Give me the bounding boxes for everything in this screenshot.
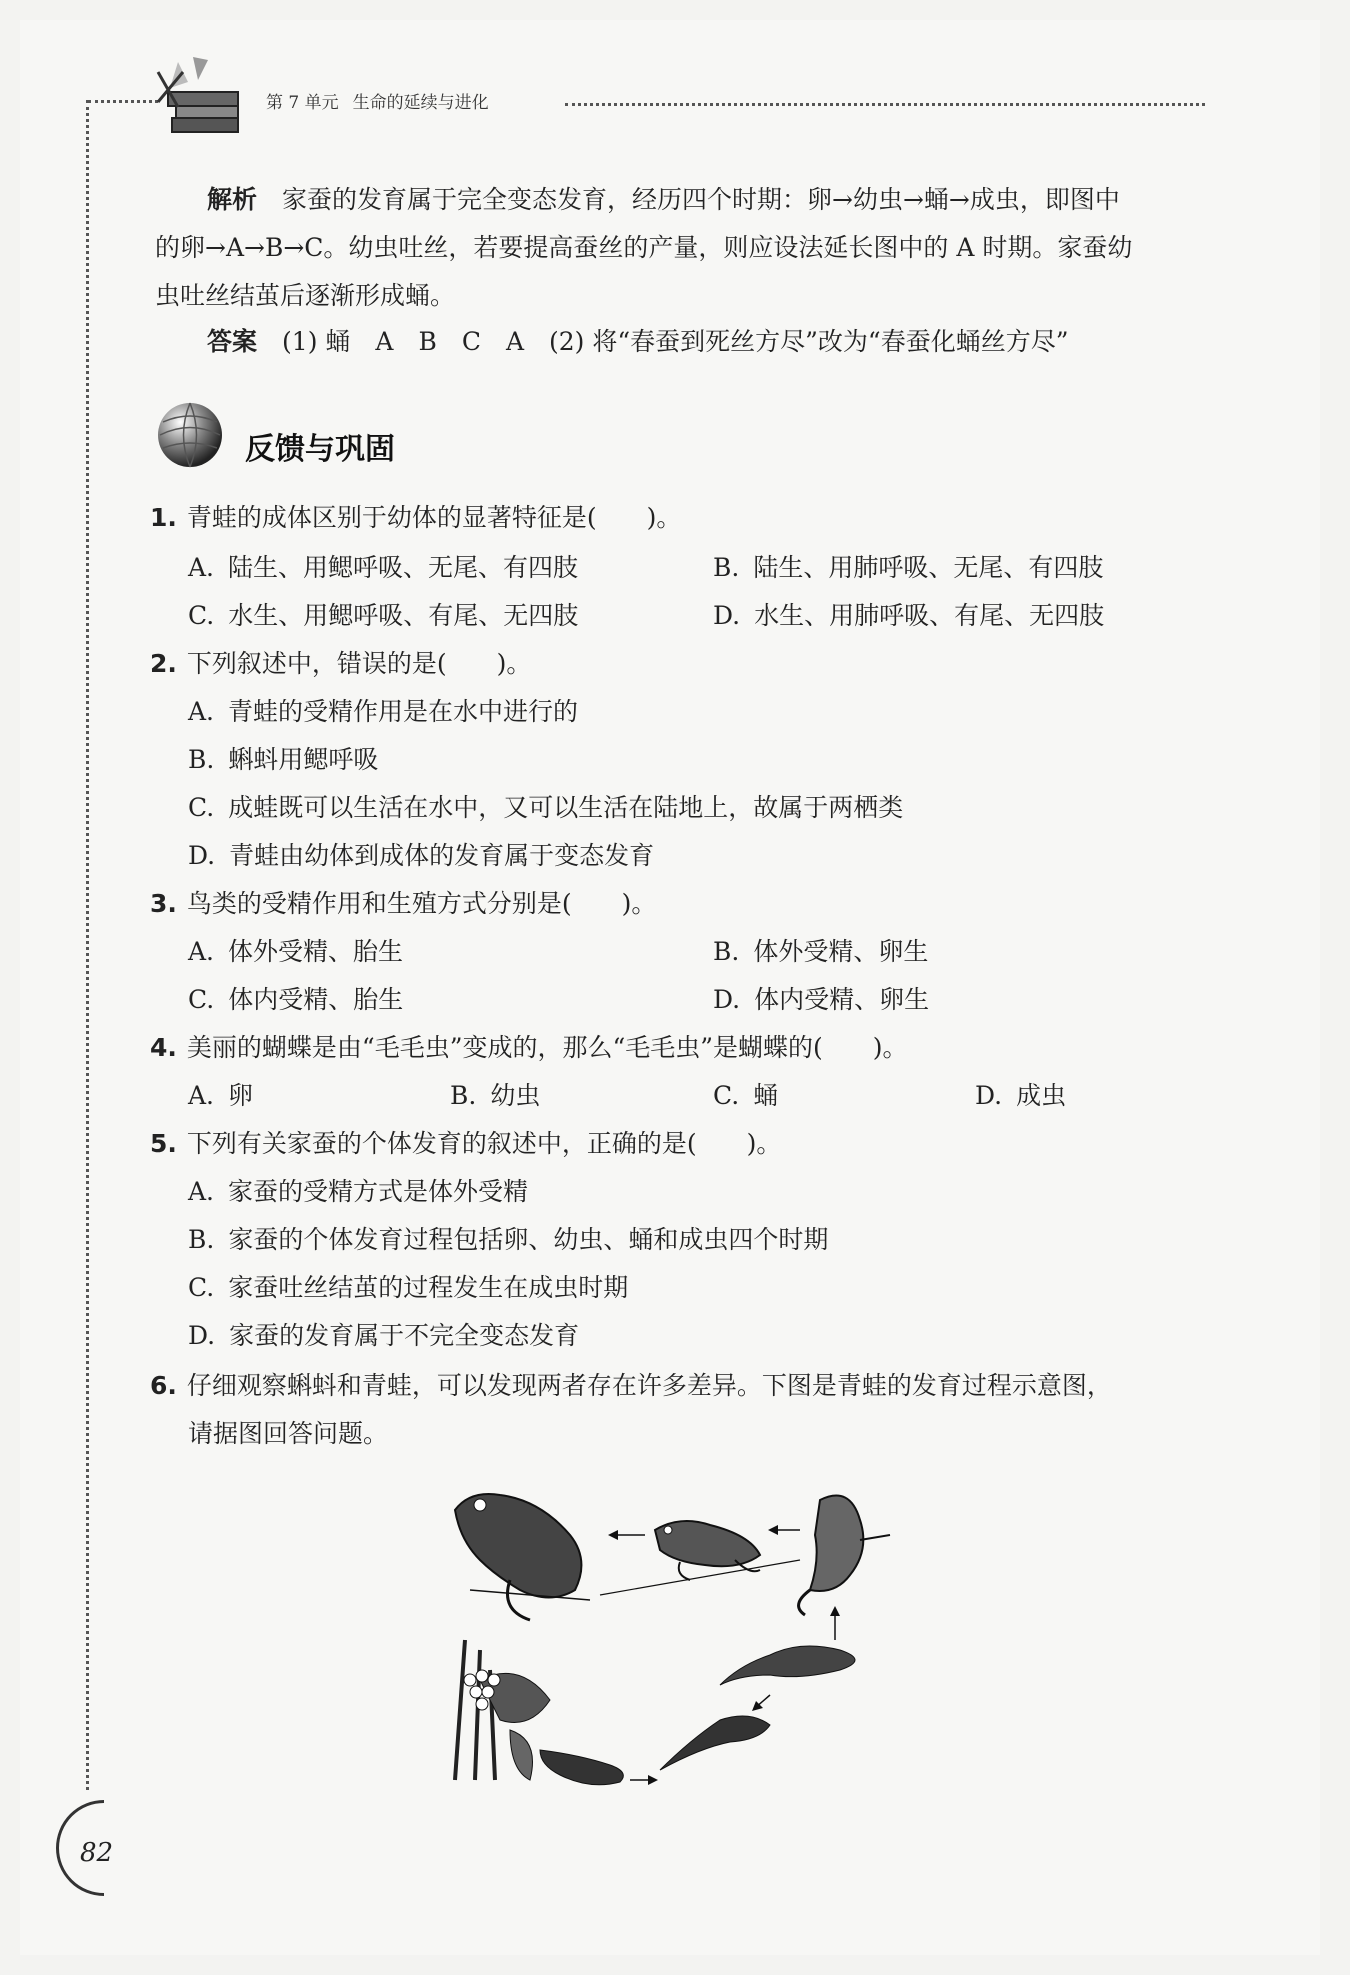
option-text: 水生、用鳃呼吸、有尾、无四肢 — [228, 601, 579, 630]
q5-option-c — [188, 1268, 628, 1308]
option-text: 体外受精、胎生 — [228, 937, 404, 966]
q4-option-b — [450, 1076, 540, 1116]
unit-title: 生命的延续与进化 — [352, 93, 489, 113]
option-text: 卵 — [228, 1081, 254, 1110]
q5-option-b — [188, 1220, 828, 1260]
option-letter: A. — [188, 1081, 215, 1110]
question-number: 5. — [150, 1129, 177, 1158]
option-text: 陆生、用肺呼吸、无尾、有四肢 — [753, 553, 1104, 582]
option-letter: C. — [188, 601, 215, 630]
q4-option-c — [713, 1076, 778, 1116]
option-letter: C. — [713, 1081, 740, 1110]
option-text: 家蚕的受精方式是体外受精 — [228, 1177, 529, 1206]
arrow-down-left — [752, 1695, 770, 1711]
section-globe-icon — [155, 400, 225, 470]
answer-line — [155, 318, 1267, 366]
froglet — [799, 1496, 890, 1616]
option-text: 蛹 — [753, 1081, 779, 1110]
question-number: 4. — [150, 1033, 177, 1062]
young-frog — [655, 1521, 760, 1580]
option-text: 幼虫 — [490, 1081, 541, 1110]
question-6-line-2 — [188, 1414, 388, 1454]
option-text: 体内受精、卵生 — [754, 985, 930, 1014]
arrow-right — [630, 1775, 658, 1785]
running-header — [266, 88, 489, 113]
water-plants — [455, 1640, 550, 1780]
option-text: 成虫 — [1016, 1081, 1067, 1110]
option-letter: D. — [975, 1081, 1003, 1110]
option-letter: A. — [188, 553, 215, 582]
tadpole-large — [660, 1716, 770, 1770]
option-letter: D. — [713, 601, 741, 630]
question-4 — [150, 1028, 908, 1068]
option-letter: A. — [188, 1177, 215, 1206]
option-letter: C. — [188, 1273, 215, 1302]
option-letter: A. — [188, 937, 215, 966]
option-letter: C. — [188, 985, 215, 1014]
q1-option-d — [713, 596, 1104, 636]
question-stem-line-2: 请据图回答问题。 — [188, 1419, 389, 1448]
q3-option-b — [713, 932, 928, 972]
question-6 — [150, 1366, 1112, 1406]
tadpole-small — [540, 1750, 623, 1785]
q1-option-b — [713, 548, 1103, 588]
option-text: 青蛙由幼体到成体的发育属于变态发育 — [229, 841, 655, 870]
question-number: 2. — [150, 649, 177, 678]
option-letter: B. — [450, 1081, 477, 1110]
option-letter: B. — [713, 937, 740, 966]
option-letter: D. — [188, 1321, 216, 1350]
option-text: 水生、用肺呼吸、有尾、无四肢 — [754, 601, 1105, 630]
frog-development-diagram — [440, 1480, 930, 1800]
analysis-label: 解析 — [207, 185, 258, 214]
margin-dotted-rule — [86, 100, 89, 1790]
option-text: 家蚕吐丝结茧的过程发生在成虫时期 — [228, 1273, 629, 1302]
q4-option-d — [975, 1076, 1066, 1116]
q1-option-c — [188, 596, 578, 636]
option-text: 家蚕的发育属于不完全变态发育 — [229, 1321, 580, 1350]
option-text: 家蚕的个体发育过程包括卵、幼虫、蛹和成虫四个时期 — [228, 1225, 829, 1254]
question-stem-line-1: 仔细观察蝌蚪和青蛙，可以发现两者存在许多差异。下图是青蛙的发育过程示意图， — [186, 1371, 1112, 1400]
q3-option-c — [188, 980, 403, 1020]
option-text: 成蛙既可以生活在水中，又可以生活在陆地上，故属于两栖类 — [228, 793, 904, 822]
question-number: 6. — [150, 1371, 177, 1400]
q4-option-a — [188, 1076, 253, 1116]
header-rule-right — [565, 103, 1205, 106]
question-number: 3. — [150, 889, 177, 918]
q2-option-b — [188, 740, 378, 780]
arrow-left-2 — [768, 1525, 800, 1535]
analysis-paragraph — [155, 176, 1215, 320]
option-text: 体外受精、卵生 — [753, 937, 929, 966]
question-stem: 下列叙述中，错误的是( )。 — [186, 649, 532, 678]
option-text: 青蛙的受精作用是在水中进行的 — [228, 697, 579, 726]
tadpole-with-legs — [720, 1646, 855, 1685]
q5-option-d — [188, 1316, 579, 1356]
question-3 — [150, 884, 656, 924]
question-stem: 青蛙的成体区别于幼体的显著特征是( )。 — [186, 503, 682, 532]
arrow-left-1 — [608, 1530, 645, 1540]
option-letter: D. — [188, 841, 216, 870]
q1-option-a — [188, 548, 578, 588]
adult-frog — [455, 1494, 581, 1620]
question-5 — [150, 1124, 781, 1164]
question-stem: 美丽的蝴蝶是由“毛毛虫”变成的，那么“毛毛虫”是蝴蝶的( )。 — [186, 1033, 908, 1062]
question-1 — [150, 498, 681, 538]
option-letter: A. — [188, 697, 215, 726]
arrow-up — [830, 1606, 840, 1640]
q3-option-a — [188, 932, 403, 972]
question-stem: 下列有关家蚕的个体发育的叙述中，正确的是( )。 — [186, 1129, 782, 1158]
option-letter: D. — [713, 985, 741, 1014]
q2-option-d — [188, 836, 654, 876]
question-number: 1. — [150, 503, 177, 532]
question-2 — [150, 644, 531, 684]
option-letter: B. — [713, 553, 740, 582]
answer-text: (1) 蛹 A B C A (2) 将“春蚕到死丝方尽”改为“春蚕化蛹丝方尽” — [282, 327, 1069, 356]
option-text: 蝌蚪用鳃呼吸 — [228, 745, 379, 774]
option-letter: C. — [188, 793, 215, 822]
header-books-icon — [148, 52, 248, 142]
unit-label: 第 7 单元 — [266, 93, 339, 113]
option-letter: B. — [188, 745, 215, 774]
q5-option-a — [188, 1172, 528, 1212]
page-number: 82 — [80, 1838, 114, 1868]
question-stem: 鸟类的受精作用和生殖方式分别是( )。 — [186, 889, 657, 918]
q3-option-d — [713, 980, 929, 1020]
option-text: 体内受精、胎生 — [228, 985, 404, 1014]
analysis-line-2: 的卵→A→B→C。幼虫吐丝，若要提高蚕丝的产量，则应设法延长图中的 A 时期。家蚕幼 — [155, 233, 1133, 262]
analysis-line-1: 家蚕的发育属于完全变态发育，经历四个时期：卵→幼虫→蛹→成虫，即图中 — [282, 185, 1120, 214]
answer-label: 答案 — [207, 327, 258, 356]
option-text: 陆生、用鳃呼吸、无尾、有四肢 — [228, 553, 579, 582]
section-title: 反馈与巩固 — [245, 432, 395, 467]
q2-option-c — [188, 788, 903, 828]
q2-option-a — [188, 692, 578, 732]
analysis-line-3: 虫吐丝结茧后逐渐形成蛹。 — [155, 281, 456, 310]
option-letter: B. — [188, 1225, 215, 1254]
